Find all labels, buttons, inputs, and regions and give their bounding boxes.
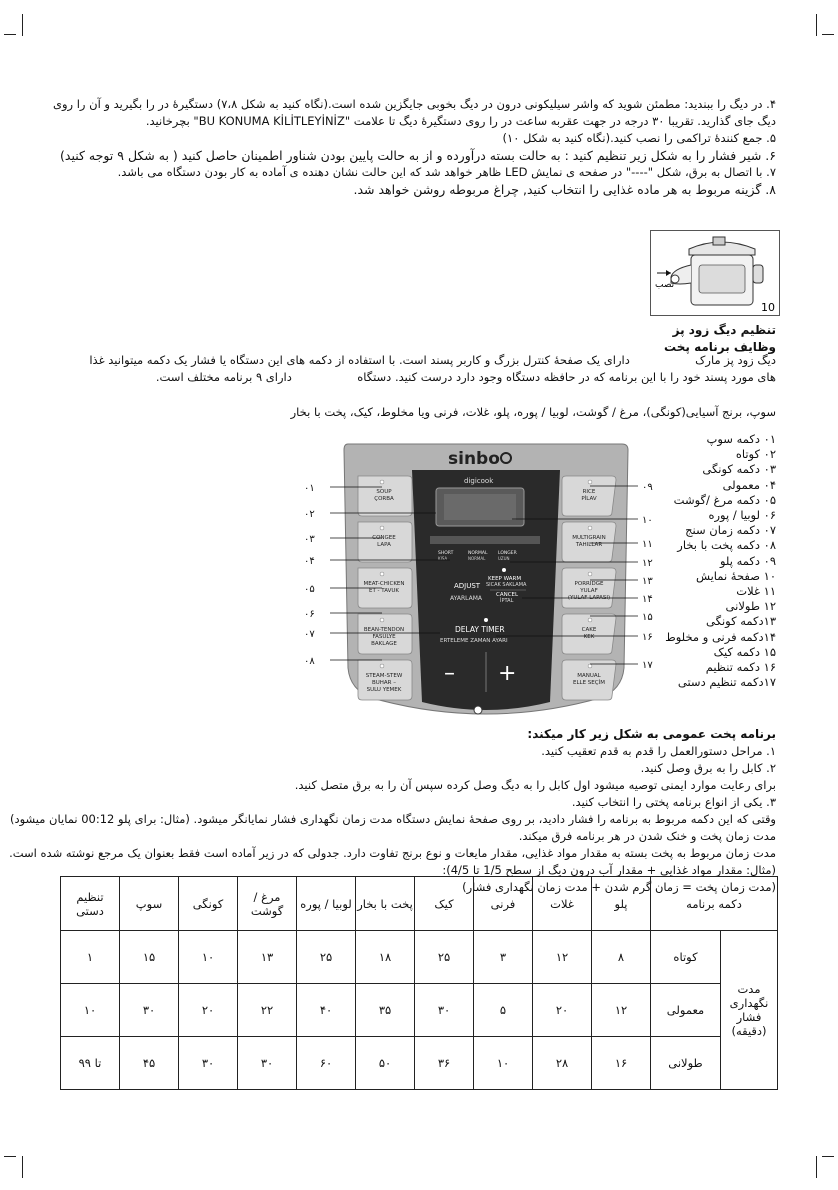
callout-number: ۰۶ — [304, 609, 315, 620]
instruction-line: دیگ جای گذارید. تقریبا ۳۰ درجه در جهت عقربه ساعت در را روی دستگیرهٔ دیگ تا علامت "BU KONUMA KİLİTLEYİNİZ" بچرخانید. — [145, 114, 776, 128]
table-column-header: مرغ /گوشت — [238, 877, 297, 931]
crop-mark — [22, 1156, 23, 1178]
program-led — [380, 664, 384, 668]
taste-longer-label: LONGER — [498, 551, 517, 556]
intro-text: های مورد پسند خود را با این برنامه که در حافظه دستگاه وجود دارد درست کنید. دستگاه — [357, 370, 776, 384]
program-button-label: ÇORBA — [374, 496, 394, 502]
callout-number: ۰۵ — [304, 584, 315, 595]
program-button-label: PORRIDGE — [574, 581, 604, 587]
taste-short-tr: KISA — [438, 556, 448, 561]
table-cell: ۱۰ — [61, 984, 120, 1037]
program-led — [380, 526, 384, 530]
program-button-label: STEAM-STEW — [365, 673, 403, 679]
instruction-line: ۵. جمع کنندهٔ تراکمی را نصب کنید.(نگاه کنید به شکل ۱۰) — [502, 131, 776, 145]
table-cell: ۳۰ — [238, 1037, 297, 1090]
intro-text: دارای یک صفحهٔ کنترل بزرگ و کاربر پسند است. با استفاده از دکمه های این دستگاه یا فشار یک دکمه میتوانید غذا — [89, 353, 630, 367]
table-cell: ۳۰ — [120, 984, 179, 1037]
table-cell: ۱۲ — [533, 931, 592, 984]
table-column-header: پخت با بخار — [356, 877, 415, 931]
taste-normal-tr: NORMAL — [468, 556, 486, 561]
general-line: ۱. مراحل دستورالعمل را قدم به قدم تعقیب کنید. — [541, 744, 776, 758]
figure-10-label: نصب — [655, 280, 675, 290]
program-button-label: MANUAL — [577, 673, 601, 679]
table-cell: ۶۰ — [297, 1037, 356, 1090]
table-cell: ۵ — [474, 984, 533, 1037]
legend-item: ۰۸ دکمه پخت با بخار — [677, 538, 776, 553]
keep-warm-tr-label[interactable]: SICAK SAKLAMA — [486, 582, 527, 588]
plus-button[interactable]: + — [498, 661, 517, 686]
table-row — [61, 984, 778, 1037]
table-cell: ۱۰ — [179, 931, 238, 984]
legend-item: ۰۲ کوتاه — [735, 447, 776, 462]
callout-number: ۰۲ — [304, 509, 315, 520]
program-led — [588, 664, 592, 668]
taste-short-label: SHORT — [438, 551, 454, 556]
table-row-label: معمولی — [651, 984, 721, 1037]
table-cell: ۵۰ — [356, 1037, 415, 1090]
callout-number: ۱۵ — [642, 612, 653, 623]
table-corner-header: دکمه برنامه — [651, 877, 778, 931]
delay-timer-label[interactable]: DELAY TIMER — [455, 625, 505, 634]
program-button-label: MULTIGRAIN — [572, 535, 606, 541]
table-cell: ۳ — [474, 931, 533, 984]
general-line: ۳. یکی از انواع برنامه پختی را انتخاب کنید. — [571, 795, 776, 809]
legend-item: ۱۱ غلات — [736, 584, 776, 599]
program-button-left[interactable] — [358, 522, 412, 562]
program-button-label: SOUP — [376, 489, 392, 495]
program-led — [380, 572, 384, 576]
general-line: وقتی که این دکمه مربوط به برنامه را فشار دادید، بر روی صفحهٔ نمایش دستگاه مدت زمان نگهداری فشار نمایانگر میشود. (مثال: برای پلو 00:12 نمایان میشود) — [9, 812, 776, 826]
taste-normal-label: NORMAL — [468, 551, 488, 556]
table-cell: ۸ — [592, 931, 651, 984]
general-cooking-program — [6, 726, 776, 896]
table-cell: ۲۵ — [415, 931, 474, 984]
legend-item: ۰۹ دکمه پلو — [719, 553, 776, 568]
program-button-label: BAKLAGE — [371, 641, 397, 647]
legend-item: ۱۷دکمه تنظیم دستی — [677, 675, 776, 690]
table-column-header: کیک — [415, 877, 474, 931]
table-cell: ۲۸ — [533, 1037, 592, 1090]
program-button-label: RICE — [582, 489, 596, 495]
callout-number: ۰۱ — [304, 483, 315, 494]
general-line: مدت زمان مربوط به پخت بسته به مقدار مواد غذایی، مقدار مایعات و نوع برنج تفاوت دارد. جدولی که در زیر آماده است فقط بعنوان یک مرجع نوشته شده است. — [9, 846, 776, 860]
pressure-time-table — [60, 876, 778, 1090]
table-cell: ۱۰ — [474, 1037, 533, 1090]
callout-number: ۱۰ — [642, 515, 653, 526]
adjust-tr-label[interactable]: AYARLAMA — [450, 595, 482, 602]
instruction-line: ۸. گزینه مربوط به هر ماده غذایی را انتخاب کنید, چراغ مربوطه روشن خواهد شد. — [353, 182, 776, 197]
legend-item: ۰۳ دکمه کونگی — [702, 462, 776, 477]
indicator-strip — [430, 536, 540, 544]
table-cell: ۲۰ — [179, 984, 238, 1037]
table-row-label: طولانی — [651, 1037, 721, 1090]
delay-timer-led — [484, 618, 488, 622]
crop-mark — [4, 1156, 16, 1157]
table-cell: ۲۵ — [297, 931, 356, 984]
callout-number: ۱۴ — [642, 594, 653, 605]
intro-line — [16, 369, 776, 386]
legend-item: ۰۶ لوبیا / پوره — [708, 508, 776, 523]
intro-line — [16, 352, 776, 369]
table-cell: ۳۰ — [179, 1037, 238, 1090]
crop-mark — [816, 14, 817, 36]
intro-text: دیگ زود پز مارک — [695, 353, 776, 367]
table-cell: ۳۵ — [356, 984, 415, 1037]
program-button-label: CONGEE — [372, 535, 396, 541]
program-button-label: SULU YEMEK — [366, 687, 402, 693]
callout-number: ۱۱ — [642, 539, 653, 550]
table-cell: ۴۵ — [120, 1037, 179, 1090]
figure-10-number: 10 — [761, 301, 775, 314]
table-cell: ۲۰ — [533, 984, 592, 1037]
general-line: برای رعایت موارد ایمنی توصیه میشود اول کابل را به دیگ وصل کرده سپس آن را به برق متصل کنید. — [294, 778, 776, 792]
program-button-label: ELLE SEÇİM — [572, 680, 606, 686]
callout-number: ۰۳ — [304, 534, 315, 545]
instruction-steps — [52, 96, 776, 198]
table-cell: ۱۳ — [238, 931, 297, 984]
program-button-label: BEAN-TENDON — [363, 627, 405, 633]
instruction-line: ۶. شیر فشار را به شکل زیر تنظیم کنید : به حالت بسته درآورده و از به حالت پایین بودن شناور اطمینان حاصل کنید ( به شکل ۹ توجه کنید) — [60, 148, 776, 163]
program-button-label: FASULYE — [372, 634, 396, 640]
crop-mark — [822, 34, 834, 35]
table-cell: ۳۰ — [415, 984, 474, 1037]
general-line: مدت زمان پخت و خنک شدن در هر برنامه فرق میکند. — [518, 829, 776, 843]
keep-warm-led — [502, 568, 506, 572]
table-cell: ۴۰ — [297, 984, 356, 1037]
cancel-tr-label[interactable]: İPTAL — [500, 598, 514, 604]
general-line: ۲. کابل را به برق وصل کنید. — [640, 761, 776, 775]
table-column-header: تنظیم دستی — [61, 877, 120, 931]
crop-mark — [22, 14, 23, 36]
adjust-label[interactable]: ADJUST — [454, 582, 481, 590]
table-row — [61, 931, 778, 984]
callout-number: ۰۹ — [642, 482, 653, 493]
callout-number: ۱۳ — [642, 576, 653, 587]
program-button-label: TAHILLAR — [575, 542, 603, 548]
program-button-label: (YULAF LAPASI) — [567, 595, 611, 601]
section-title: تنظیم دیگ زود پز — [672, 323, 776, 337]
program-button-left[interactable] — [358, 476, 412, 516]
legend-item: ۰۴ معمولی — [722, 477, 776, 492]
brand-logo: sinbo — [448, 449, 500, 469]
program-led — [588, 572, 592, 576]
table-column-header: سوپ — [120, 877, 179, 931]
legend-item: ۱۵ دکمه کیک — [713, 644, 776, 659]
panel-legend — [606, 432, 776, 690]
legend-item: ۱۴دکمه فرنی و مخلوط — [665, 629, 776, 644]
section-header — [376, 322, 776, 356]
program-button-label: KEK — [583, 634, 595, 640]
crop-mark — [4, 34, 16, 35]
program-button-label: LAPA — [377, 542, 391, 548]
intro-paragraph — [16, 352, 776, 386]
program-led — [380, 480, 384, 484]
program-button-left[interactable] — [358, 660, 412, 700]
legend-item: ۰۱ دکمه سوپ — [706, 432, 776, 446]
led-display-screen — [444, 494, 516, 520]
callout-number: ۰۸ — [304, 656, 315, 667]
program-button-left[interactable] — [358, 614, 412, 654]
table-row — [61, 1037, 778, 1090]
table-column-header: کونگی — [179, 877, 238, 931]
general-line: (مدت زمان پخت = زمان گرم شدن + مدت زمان نگهداری فشار) — [462, 880, 776, 894]
program-led — [588, 526, 592, 530]
table-cell: ۱۸ — [356, 931, 415, 984]
callout-number: ۰۴ — [304, 556, 315, 567]
program-button-label: ET - TAVUK — [368, 588, 400, 594]
table-cell: ۲۲ — [238, 984, 297, 1037]
legend-item: ۱۶ دکمه تنظیم — [705, 660, 776, 675]
table-row-label: کوتاه — [651, 931, 721, 984]
legend-item: ۱۳دکمه کونگی — [706, 614, 776, 629]
pressure-cooker-illustration — [651, 231, 779, 315]
program-button-label: MEAT-CHICKEN — [363, 581, 405, 587]
program-button-label: CAKE — [581, 627, 597, 633]
general-line: (مثال: مقدار مواد غذایی + مقدار آب درون دیگ از سطح 1/5 تا 4/5): — [442, 863, 776, 877]
table-column-header: فرنی — [474, 877, 533, 931]
table-column-header: پلو — [592, 877, 651, 931]
table-cell: ۱ — [61, 931, 120, 984]
callout-number: ۱۷ — [642, 660, 653, 671]
program-led — [588, 618, 592, 622]
table-column-header: غلات — [533, 877, 592, 931]
panel-bottom-dot — [474, 706, 482, 714]
callout-number: ۱۶ — [642, 632, 653, 643]
crop-mark — [822, 1156, 834, 1157]
callout-number: ۱۲ — [642, 558, 653, 569]
legend-item: ۰۵ دکمه مرغ /گوشت — [673, 492, 776, 507]
general-title: برنامه پخت عمومی به شکل زیر کار میکند: — [527, 727, 776, 741]
model-label: digicook — [464, 477, 494, 485]
program-list-text: سوپ، برنج آسیایی(کونگی)، مرغ / گوشت، لوبیا / پوره، پلو، غلات، فرنی ویا مخلوط، کیک، پخت با بخار — [290, 405, 776, 419]
program-button-label: YULAF — [580, 588, 598, 594]
intro-text: دارای ۹ برنامه مختلف است. — [155, 370, 292, 384]
minus-button[interactable]: – — [444, 661, 455, 686]
table-cell: ۱۲ — [592, 984, 651, 1037]
taste-longer-tr: UZUN — [498, 556, 510, 561]
callout-number: ۰۷ — [304, 629, 315, 640]
legend-item: ۱۰ صفحهٔ نمایش — [695, 568, 776, 583]
legend-item: ۱۲ طولانی — [725, 599, 776, 614]
program-button-label: BUHAR – — [371, 680, 397, 686]
keep-warm-label[interactable]: KEEP WARM — [488, 576, 522, 582]
program-led — [588, 480, 592, 484]
instruction-line: ۷. با اتصال به برق، شکل "----" در صفحه ی نمایش LED ظاهر خواهد شد که این حالت نشان دهنده ی آماده به کار بودن دستگاه می باشد. — [117, 165, 776, 179]
table-cell: تا ۹۹ — [61, 1037, 120, 1090]
legend-item: ۰۷ دکمه زمان سنج — [685, 523, 776, 538]
crop-mark — [816, 1156, 817, 1178]
cancel-label[interactable]: CANCEL — [496, 592, 519, 598]
table-group-label: مدت نگهداری فشار (دقیقه) — [721, 931, 778, 1090]
instruction-line: ۴. در دیگ را ببندید: مطمئن شوید که واشر سیلیکونی درون در دیگ بخوبی جایگزین شده است.(نگاه کنید به شکل ۷،۸) دستگیرهٔ در را بگیرید و آن را روی — [52, 97, 776, 111]
figure-10 — [650, 230, 780, 316]
program-button-label: PİLAV — [581, 496, 597, 502]
delay-timer-tr-label[interactable]: ERTELEME ZAMAN AYARI — [440, 638, 508, 644]
table-cell: ۱۵ — [120, 931, 179, 984]
table-cell: ۱۶ — [592, 1037, 651, 1090]
section-subtitle: وظایف برنامه پخت — [664, 340, 776, 354]
table-cell: ۳۶ — [415, 1037, 474, 1090]
program-led — [380, 618, 384, 622]
table-column-header: لوبیا / پوره — [297, 877, 356, 931]
